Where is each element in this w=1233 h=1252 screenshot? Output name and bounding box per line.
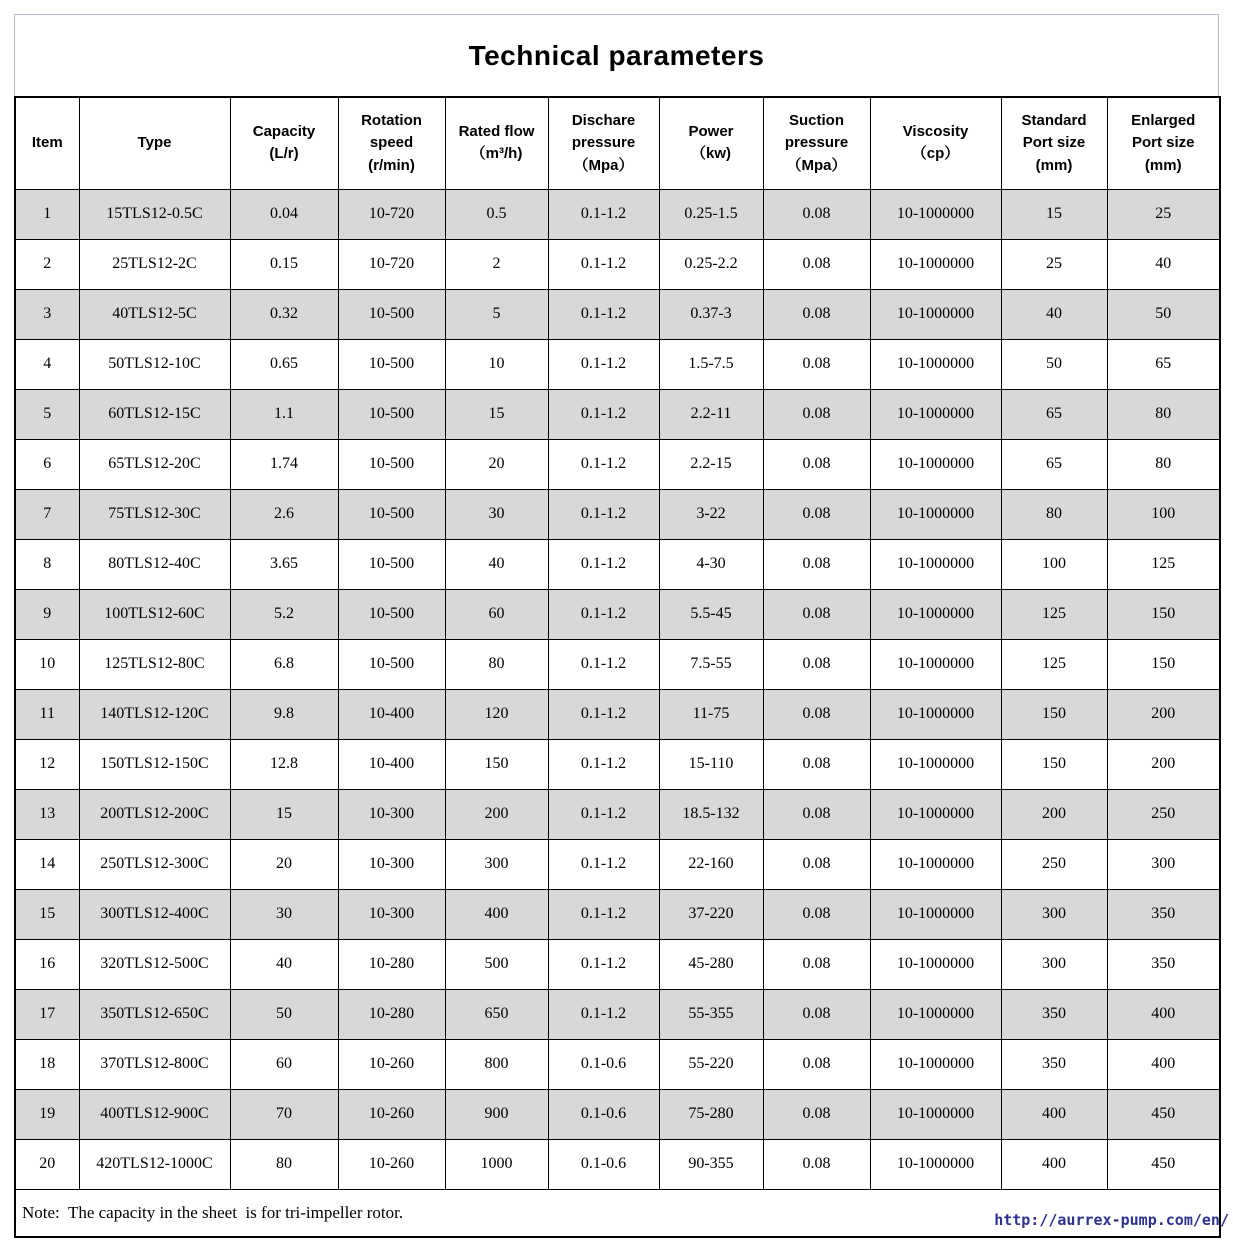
- cell-item: 12: [15, 739, 79, 789]
- cell-rated-flow: 80: [445, 639, 548, 689]
- cell-power: 2.2-11: [659, 389, 763, 439]
- cell-rotation-speed: 10-260: [338, 1089, 445, 1139]
- cell-rotation-speed: 10-260: [338, 1039, 445, 1089]
- cell-suction-pressure: 0.08: [763, 539, 870, 589]
- table-row: [15, 989, 1220, 1039]
- cell-power: 55-355: [659, 989, 763, 1039]
- cell-standard-port-size: 350: [1001, 1039, 1107, 1089]
- cell-viscosity: 10-1000000: [870, 189, 1001, 239]
- table-row: [15, 789, 1220, 839]
- cell-power: 18.5-132: [659, 789, 763, 839]
- table-body: [15, 189, 1220, 1189]
- cell-suction-pressure: 0.08: [763, 889, 870, 939]
- cell-enlarged-port-size: 50: [1107, 289, 1220, 339]
- cell-rated-flow: 500: [445, 939, 548, 989]
- cell-viscosity: 10-1000000: [870, 239, 1001, 289]
- cell-discharge-pressure: 0.1-0.6: [548, 1139, 659, 1189]
- cell-enlarged-port-size: 100: [1107, 489, 1220, 539]
- cell-item: 18: [15, 1039, 79, 1089]
- cell-enlarged-port-size: 200: [1107, 689, 1220, 739]
- cell-viscosity: 10-1000000: [870, 939, 1001, 989]
- cell-rotation-speed: 10-500: [338, 289, 445, 339]
- cell-enlarged-port-size: 400: [1107, 989, 1220, 1039]
- cell-discharge-pressure: 0.1-1.2: [548, 689, 659, 739]
- cell-rated-flow: 900: [445, 1089, 548, 1139]
- cell-discharge-pressure: 0.1-1.2: [548, 389, 659, 439]
- cell-viscosity: 10-1000000: [870, 539, 1001, 589]
- cell-power: 5.5-45: [659, 589, 763, 639]
- cell-power: 37-220: [659, 889, 763, 939]
- cell-viscosity: 10-1000000: [870, 1089, 1001, 1139]
- cell-rated-flow: 20: [445, 439, 548, 489]
- cell-type: 420TLS12-1000C: [79, 1139, 230, 1189]
- cell-rated-flow: 800: [445, 1039, 548, 1089]
- cell-standard-port-size: 300: [1001, 889, 1107, 939]
- title-box: [14, 14, 1219, 97]
- cell-rotation-speed: 10-400: [338, 739, 445, 789]
- cell-type: 25TLS12-2C: [79, 239, 230, 289]
- cell-rated-flow: 5: [445, 289, 548, 339]
- cell-capacity: 0.15: [230, 239, 338, 289]
- cell-enlarged-port-size: 65: [1107, 339, 1220, 389]
- cell-enlarged-port-size: 40: [1107, 239, 1220, 289]
- cell-enlarged-port-size: 150: [1107, 639, 1220, 689]
- table-row: [15, 1039, 1220, 1089]
- cell-suction-pressure: 0.08: [763, 789, 870, 839]
- cell-rotation-speed: 10-500: [338, 489, 445, 539]
- cell-enlarged-port-size: 450: [1107, 1089, 1220, 1139]
- cell-suction-pressure: 0.08: [763, 439, 870, 489]
- cell-item: 5: [15, 389, 79, 439]
- cell-enlarged-port-size: 450: [1107, 1139, 1220, 1189]
- cell-discharge-pressure: 0.1-0.6: [548, 1089, 659, 1139]
- cell-suction-pressure: 0.08: [763, 289, 870, 339]
- cell-type: 250TLS12-300C: [79, 839, 230, 889]
- cell-rated-flow: 10: [445, 339, 548, 389]
- cell-capacity: 60: [230, 1039, 338, 1089]
- cell-rotation-speed: 10-300: [338, 839, 445, 889]
- cell-rotation-speed: 10-500: [338, 639, 445, 689]
- cell-discharge-pressure: 0.1-1.2: [548, 789, 659, 839]
- cell-discharge-pressure: 0.1-1.2: [548, 339, 659, 389]
- cell-type: 370TLS12-800C: [79, 1039, 230, 1089]
- cell-power: 75-280: [659, 1089, 763, 1139]
- cell-standard-port-size: 80: [1001, 489, 1107, 539]
- cell-item: 10: [15, 639, 79, 689]
- cell-rated-flow: 40: [445, 539, 548, 589]
- cell-discharge-pressure: 0.1-1.2: [548, 189, 659, 239]
- cell-rotation-speed: 10-500: [338, 589, 445, 639]
- cell-viscosity: 10-1000000: [870, 1039, 1001, 1089]
- technical-parameters-table: [14, 96, 1221, 1238]
- cell-type: 80TLS12-40C: [79, 539, 230, 589]
- table-row: [15, 389, 1220, 439]
- cell-rated-flow: 400: [445, 889, 548, 939]
- cell-capacity: 30: [230, 889, 338, 939]
- cell-enlarged-port-size: 200: [1107, 739, 1220, 789]
- table-row: [15, 839, 1220, 889]
- cell-capacity: 0.32: [230, 289, 338, 339]
- cell-item: 1: [15, 189, 79, 239]
- table-row: [15, 439, 1220, 489]
- header-cell-rotation-speed: Rotation speed (r/min): [338, 97, 445, 189]
- cell-item: 11: [15, 689, 79, 739]
- cell-standard-port-size: 400: [1001, 1139, 1107, 1189]
- cell-suction-pressure: 0.08: [763, 989, 870, 1039]
- cell-item: 3: [15, 289, 79, 339]
- cell-viscosity: 10-1000000: [870, 839, 1001, 889]
- cell-viscosity: 10-1000000: [870, 739, 1001, 789]
- note-text: Note: The capacity in the sheet is for tri-impeller rotor.: [15, 1189, 1220, 1237]
- cell-standard-port-size: 40: [1001, 289, 1107, 339]
- cell-type: 400TLS12-900C: [79, 1089, 230, 1139]
- cell-rotation-speed: 10-720: [338, 239, 445, 289]
- cell-item: 7: [15, 489, 79, 539]
- table-row: [15, 739, 1220, 789]
- cell-standard-port-size: 65: [1001, 439, 1107, 489]
- cell-capacity: 6.8: [230, 639, 338, 689]
- cell-standard-port-size: 350: [1001, 989, 1107, 1039]
- header-cell-discharge-pressure: Dischare pressure （Mpa）: [548, 97, 659, 189]
- cell-rotation-speed: 10-260: [338, 1139, 445, 1189]
- cell-enlarged-port-size: 350: [1107, 889, 1220, 939]
- cell-power: 2.2-15: [659, 439, 763, 489]
- header-cell-enlarged-port-size: Enlarged Port size (mm): [1107, 97, 1220, 189]
- table-row: [15, 339, 1220, 389]
- cell-standard-port-size: 150: [1001, 739, 1107, 789]
- table-row: [15, 1089, 1220, 1139]
- cell-enlarged-port-size: 25: [1107, 189, 1220, 239]
- cell-suction-pressure: 0.08: [763, 689, 870, 739]
- cell-power: 0.37-3: [659, 289, 763, 339]
- cell-item: 17: [15, 989, 79, 1039]
- cell-rated-flow: 30: [445, 489, 548, 539]
- cell-enlarged-port-size: 350: [1107, 939, 1220, 989]
- cell-rotation-speed: 10-300: [338, 789, 445, 839]
- cell-suction-pressure: 0.08: [763, 739, 870, 789]
- cell-power: 15-110: [659, 739, 763, 789]
- cell-rated-flow: 0.5: [445, 189, 548, 239]
- cell-rated-flow: 300: [445, 839, 548, 889]
- cell-enlarged-port-size: 80: [1107, 389, 1220, 439]
- cell-capacity: 0.04: [230, 189, 338, 239]
- cell-discharge-pressure: 0.1-1.2: [548, 589, 659, 639]
- table-row: [15, 539, 1220, 589]
- cell-capacity: 20: [230, 839, 338, 889]
- header-cell-viscosity: Viscosity （cp）: [870, 97, 1001, 189]
- cell-suction-pressure: 0.08: [763, 239, 870, 289]
- cell-standard-port-size: 200: [1001, 789, 1107, 839]
- website-url-watermark: http://aurrex-pump.com/en/: [994, 1211, 1229, 1229]
- cell-item: 9: [15, 589, 79, 639]
- cell-item: 19: [15, 1089, 79, 1139]
- cell-viscosity: 10-1000000: [870, 439, 1001, 489]
- cell-suction-pressure: 0.08: [763, 639, 870, 689]
- cell-rotation-speed: 10-500: [338, 439, 445, 489]
- cell-suction-pressure: 0.08: [763, 189, 870, 239]
- cell-standard-port-size: 25: [1001, 239, 1107, 289]
- cell-suction-pressure: 0.08: [763, 389, 870, 439]
- cell-discharge-pressure: 0.1-1.2: [548, 939, 659, 989]
- cell-rotation-speed: 10-300: [338, 889, 445, 939]
- table-row: [15, 589, 1220, 639]
- cell-type: 350TLS12-650C: [79, 989, 230, 1039]
- cell-rated-flow: 2: [445, 239, 548, 289]
- cell-discharge-pressure: 0.1-1.2: [548, 889, 659, 939]
- cell-power: 11-75: [659, 689, 763, 739]
- cell-power: 3-22: [659, 489, 763, 539]
- cell-viscosity: 10-1000000: [870, 989, 1001, 1039]
- cell-rated-flow: 200: [445, 789, 548, 839]
- cell-discharge-pressure: 0.1-1.2: [548, 989, 659, 1039]
- cell-enlarged-port-size: 300: [1107, 839, 1220, 889]
- cell-enlarged-port-size: 250: [1107, 789, 1220, 839]
- cell-suction-pressure: 0.08: [763, 939, 870, 989]
- cell-rotation-speed: 10-500: [338, 389, 445, 439]
- cell-suction-pressure: 0.08: [763, 1139, 870, 1189]
- header-cell-type: Type: [79, 97, 230, 189]
- table-row: [15, 239, 1220, 289]
- cell-capacity: 1.74: [230, 439, 338, 489]
- cell-power: 0.25-2.2: [659, 239, 763, 289]
- cell-standard-port-size: 65: [1001, 389, 1107, 439]
- cell-standard-port-size: 150: [1001, 689, 1107, 739]
- cell-suction-pressure: 0.08: [763, 489, 870, 539]
- cell-type: 65TLS12-20C: [79, 439, 230, 489]
- cell-suction-pressure: 0.08: [763, 339, 870, 389]
- cell-item: 8: [15, 539, 79, 589]
- cell-discharge-pressure: 0.1-1.2: [548, 639, 659, 689]
- cell-viscosity: 10-1000000: [870, 289, 1001, 339]
- cell-type: 150TLS12-150C: [79, 739, 230, 789]
- table-row: [15, 189, 1220, 239]
- table-row: [15, 639, 1220, 689]
- cell-enlarged-port-size: 125: [1107, 539, 1220, 589]
- table-row: [15, 889, 1220, 939]
- cell-viscosity: 10-1000000: [870, 339, 1001, 389]
- cell-type: 100TLS12-60C: [79, 589, 230, 639]
- cell-capacity: 15: [230, 789, 338, 839]
- cell-capacity: 40: [230, 939, 338, 989]
- cell-viscosity: 10-1000000: [870, 789, 1001, 839]
- cell-discharge-pressure: 0.1-0.6: [548, 1039, 659, 1089]
- cell-capacity: 70: [230, 1089, 338, 1139]
- cell-type: 75TLS12-30C: [79, 489, 230, 539]
- cell-rated-flow: 120: [445, 689, 548, 739]
- cell-capacity: 5.2: [230, 589, 338, 639]
- cell-type: 50TLS12-10C: [79, 339, 230, 389]
- cell-suction-pressure: 0.08: [763, 1039, 870, 1089]
- cell-viscosity: 10-1000000: [870, 489, 1001, 539]
- cell-type: 300TLS12-400C: [79, 889, 230, 939]
- cell-type: 320TLS12-500C: [79, 939, 230, 989]
- cell-enlarged-port-size: 80: [1107, 439, 1220, 489]
- cell-power: 4-30: [659, 539, 763, 589]
- cell-type: 200TLS12-200C: [79, 789, 230, 839]
- cell-rated-flow: 1000: [445, 1139, 548, 1189]
- cell-item: 16: [15, 939, 79, 989]
- cell-standard-port-size: 50: [1001, 339, 1107, 389]
- cell-power: 0.25-1.5: [659, 189, 763, 239]
- cell-capacity: 0.65: [230, 339, 338, 389]
- header-cell-power: Power （kw): [659, 97, 763, 189]
- cell-viscosity: 10-1000000: [870, 389, 1001, 439]
- cell-capacity: 80: [230, 1139, 338, 1189]
- table-row: [15, 939, 1220, 989]
- cell-discharge-pressure: 0.1-1.2: [548, 289, 659, 339]
- cell-type: 40TLS12-5C: [79, 289, 230, 339]
- cell-suction-pressure: 0.08: [763, 1089, 870, 1139]
- technical-parameters-sheet: [14, 14, 1229, 1238]
- cell-rated-flow: 60: [445, 589, 548, 639]
- cell-type: 125TLS12-80C: [79, 639, 230, 689]
- cell-item: 20: [15, 1139, 79, 1189]
- cell-standard-port-size: 250: [1001, 839, 1107, 889]
- cell-capacity: 50: [230, 989, 338, 1039]
- table-row: [15, 689, 1220, 739]
- header-cell-standard-port-size: Standard Port size (mm): [1001, 97, 1107, 189]
- cell-item: 15: [15, 889, 79, 939]
- cell-type: 140TLS12-120C: [79, 689, 230, 739]
- cell-rated-flow: 15: [445, 389, 548, 439]
- cell-enlarged-port-size: 400: [1107, 1039, 1220, 1089]
- cell-power: 55-220: [659, 1039, 763, 1089]
- cell-viscosity: 10-1000000: [870, 689, 1001, 739]
- cell-rated-flow: 650: [445, 989, 548, 1039]
- cell-type: 60TLS12-15C: [79, 389, 230, 439]
- cell-discharge-pressure: 0.1-1.2: [548, 839, 659, 889]
- cell-discharge-pressure: 0.1-1.2: [548, 439, 659, 489]
- cell-capacity: 9.8: [230, 689, 338, 739]
- cell-item: 13: [15, 789, 79, 839]
- cell-standard-port-size: 300: [1001, 939, 1107, 989]
- cell-type: 15TLS12-0.5C: [79, 189, 230, 239]
- cell-suction-pressure: 0.08: [763, 589, 870, 639]
- cell-power: 22-160: [659, 839, 763, 889]
- cell-discharge-pressure: 0.1-1.2: [548, 239, 659, 289]
- cell-item: 2: [15, 239, 79, 289]
- cell-standard-port-size: 400: [1001, 1089, 1107, 1139]
- cell-rotation-speed: 10-280: [338, 989, 445, 1039]
- table-row: [15, 489, 1220, 539]
- cell-viscosity: 10-1000000: [870, 1139, 1001, 1189]
- cell-discharge-pressure: 0.1-1.2: [548, 489, 659, 539]
- table-row: [15, 1139, 1220, 1189]
- cell-power: 1.5-7.5: [659, 339, 763, 389]
- cell-power: 7.5-55: [659, 639, 763, 689]
- table-row: [15, 289, 1220, 339]
- cell-suction-pressure: 0.08: [763, 839, 870, 889]
- cell-standard-port-size: 100: [1001, 539, 1107, 589]
- cell-viscosity: 10-1000000: [870, 639, 1001, 689]
- cell-item: 4: [15, 339, 79, 389]
- cell-viscosity: 10-1000000: [870, 589, 1001, 639]
- cell-standard-port-size: 125: [1001, 639, 1107, 689]
- cell-rotation-speed: 10-280: [338, 939, 445, 989]
- cell-capacity: 12.8: [230, 739, 338, 789]
- cell-item: 6: [15, 439, 79, 489]
- cell-capacity: 2.6: [230, 489, 338, 539]
- cell-item: 14: [15, 839, 79, 889]
- page-title: Technical parameters: [468, 39, 765, 71]
- header-cell-item: Item: [15, 97, 79, 189]
- cell-enlarged-port-size: 150: [1107, 589, 1220, 639]
- cell-rotation-speed: 10-400: [338, 689, 445, 739]
- cell-rotation-speed: 10-500: [338, 339, 445, 389]
- cell-capacity: 3.65: [230, 539, 338, 589]
- header-cell-rated-flow: Rated flow （m³/h): [445, 97, 548, 189]
- cell-discharge-pressure: 0.1-1.2: [548, 739, 659, 789]
- cell-rotation-speed: 10-500: [338, 539, 445, 589]
- cell-viscosity: 10-1000000: [870, 889, 1001, 939]
- cell-power: 90-355: [659, 1139, 763, 1189]
- cell-capacity: 1.1: [230, 389, 338, 439]
- header-cell-suction-pressure: Suction pressure （Mpa）: [763, 97, 870, 189]
- cell-discharge-pressure: 0.1-1.2: [548, 539, 659, 589]
- cell-rotation-speed: 10-720: [338, 189, 445, 239]
- cell-standard-port-size: 15: [1001, 189, 1107, 239]
- cell-power: 45-280: [659, 939, 763, 989]
- header-cell-capacity: Capacity (L/r): [230, 97, 338, 189]
- header-row: [15, 97, 1220, 189]
- cell-standard-port-size: 125: [1001, 589, 1107, 639]
- cell-rated-flow: 150: [445, 739, 548, 789]
